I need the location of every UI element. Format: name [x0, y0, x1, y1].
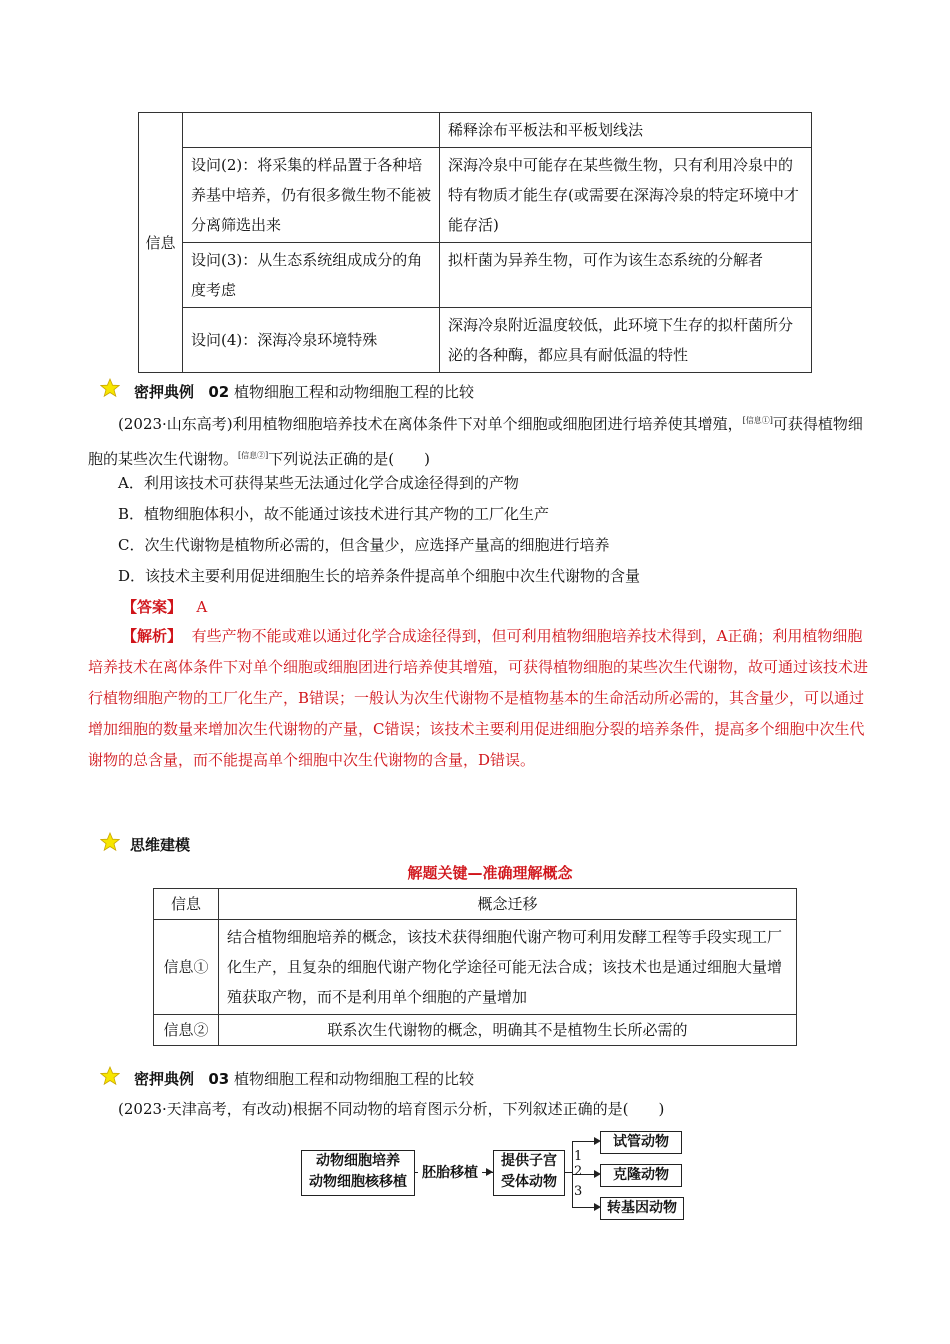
info-cell: 设问(4)：深海冷泉环境特殊 — [183, 308, 440, 373]
option-a: A．利用该技术可获得某些无法通过化学合成途径得到的产物 — [118, 474, 519, 492]
model-row-text: 联系次生代谢物的概念，明确其不是植物生长所必需的 — [219, 1015, 797, 1046]
star-icon — [100, 1066, 120, 1086]
info-cell: 设问(2)：将采集的样品置于各种培养基中培养，仍有很多微生物不能被分离筛选出来 — [183, 148, 440, 243]
culture-box-line: 动物细胞培养 — [316, 1153, 400, 1169]
branch-number: 3 — [574, 1184, 583, 1199]
model-table — [153, 888, 797, 1046]
model-col-header: 信息 — [154, 889, 219, 920]
embryo-transfer-label: 胚胎移植 — [418, 1162, 482, 1182]
info-cell: 深海冷泉附近温度较低，此环境下生存的拟杆菌所分泌的各种酶，都应具有耐低温的特性 — [440, 308, 812, 373]
analysis-text: 有些产物不能或难以通过化学合成途径得到，但可利用植物细胞培养技术得到，A正确；利用植物细胞培养技术在离体条件下对单个细胞或细胞团进行培养使其增殖，可获得植物细胞的某些次生代谢物，故可通过该技术进行植物细胞产物的工厂化生产，B错误；一般认为次生代谢物不是植物基本的生命活动所必需的，其含量少，可以通过增加细胞的数量来增加次生代谢物的产量，C错误；该技术主要利用促进细胞分裂的培养条件，提高多个细胞中次生代谢物的总含量，而不能提高单个细胞中次生代谢物的含量，D错误。 — [88, 627, 869, 769]
model-row-label: 信息① — [154, 920, 219, 1015]
example-03-heading — [134, 1068, 474, 1089]
transgenic-animal-box: 转基因动物 — [600, 1197, 684, 1220]
example-tag: 密押典例 — [134, 1070, 195, 1088]
culture-box-line: 动物细胞核移植 — [309, 1174, 407, 1190]
info-cell: 深海冷泉中可能存在某些微生物，只有利用冷泉中的特有物质才能生存(或需要在深海冷泉的特定环境中才能存活) — [440, 148, 812, 243]
info-table — [138, 112, 812, 373]
ivf-animal-box: 试管动物 — [600, 1131, 682, 1154]
example-tag: 密押典例 — [134, 383, 195, 401]
info-cell: 设问(3)：从生态系统组成成分的角度考虑 — [183, 243, 440, 308]
stem-text: 可获得植物细胞的某些次生代谢物。 — [88, 415, 863, 468]
connector-line — [572, 1207, 596, 1208]
analysis-label: 【解析】 — [122, 627, 183, 645]
recipient-box-line: 提供子宫 — [501, 1153, 557, 1169]
stem-text: 利用植物细胞培养技术在离体条件下对单个细胞或细胞团进行培养使其增殖， — [232, 415, 743, 433]
example-02-heading — [134, 381, 474, 402]
option-d: D．该技术主要利用促进细胞生长的培养条件提高单个细胞中次生代谢物的含量 — [118, 567, 641, 585]
branch-number: 1 — [574, 1149, 583, 1164]
stem-text: 下列说法正确的是( ) — [268, 450, 430, 468]
connector-line — [572, 1141, 596, 1142]
option-b: B．植物细胞体积小，故不能通过该技术进行其产物的工厂化生产 — [118, 505, 550, 523]
analysis-paragraph — [88, 621, 868, 776]
recipient-box — [493, 1150, 565, 1196]
model-row-text: 结合植物细胞培养的概念，该技术获得细胞代谢产物可利用发酵工程等手段实现工厂化生产，且复杂的细胞代谢产物化学途径可能无法合成；该技术也是通过细胞大量增殖获取产物，而不是利用单个细胞的产量增加 — [219, 920, 797, 1015]
example-title: 植物细胞工程和动物细胞工程的比较 — [233, 1070, 474, 1088]
info-marker-2: [信息②] — [238, 451, 269, 460]
question-stem — [88, 405, 868, 475]
answer-label: 【答案】 — [122, 598, 183, 616]
option-c: C．次生代谢物是植物所必需的，但含量少，应选择产量高的细胞进行培养 — [118, 536, 610, 554]
info-table-label: 信息 — [139, 113, 183, 373]
model-heading — [130, 834, 190, 855]
branch-number: 2 — [574, 1164, 583, 1179]
answer-line — [122, 596, 207, 617]
stem-text: 根据不同动物的培育图示分析，下列叙述正确的是( ) — [292, 1100, 665, 1118]
example-number: 02 — [208, 383, 230, 401]
star-icon — [100, 832, 120, 852]
model-subtitle: 解题关键—准确理解概念 — [407, 864, 573, 882]
info-cell: 稀释涂布平板法和平板划线法 — [440, 113, 812, 148]
model-row-label: 信息② — [154, 1015, 219, 1046]
info-marker-1: [信息①] — [742, 416, 773, 425]
answer-value: A — [196, 598, 208, 616]
question-source: (2023·天津高考，有改动) — [118, 1100, 293, 1118]
model-heading-text: 思维建模 — [130, 836, 191, 854]
info-cell: 拟杆菌为异养生物，可作为该生态系统的分解者 — [440, 243, 812, 308]
connector-line — [564, 1172, 572, 1173]
arrow-icon — [486, 1168, 493, 1176]
star-icon — [100, 378, 120, 398]
recipient-box-line: 受体动物 — [501, 1174, 557, 1190]
example-number: 03 — [208, 1070, 230, 1088]
example-title: 植物细胞工程和动物细胞工程的比较 — [233, 383, 474, 401]
culture-box — [301, 1150, 415, 1196]
info-cell — [183, 113, 440, 148]
model-col-header: 概念迁移 — [219, 889, 797, 920]
example-03-stem — [118, 1098, 664, 1119]
cloned-animal-box: 克隆动物 — [600, 1164, 682, 1187]
question-source: (2023·山东高考) — [118, 415, 233, 433]
